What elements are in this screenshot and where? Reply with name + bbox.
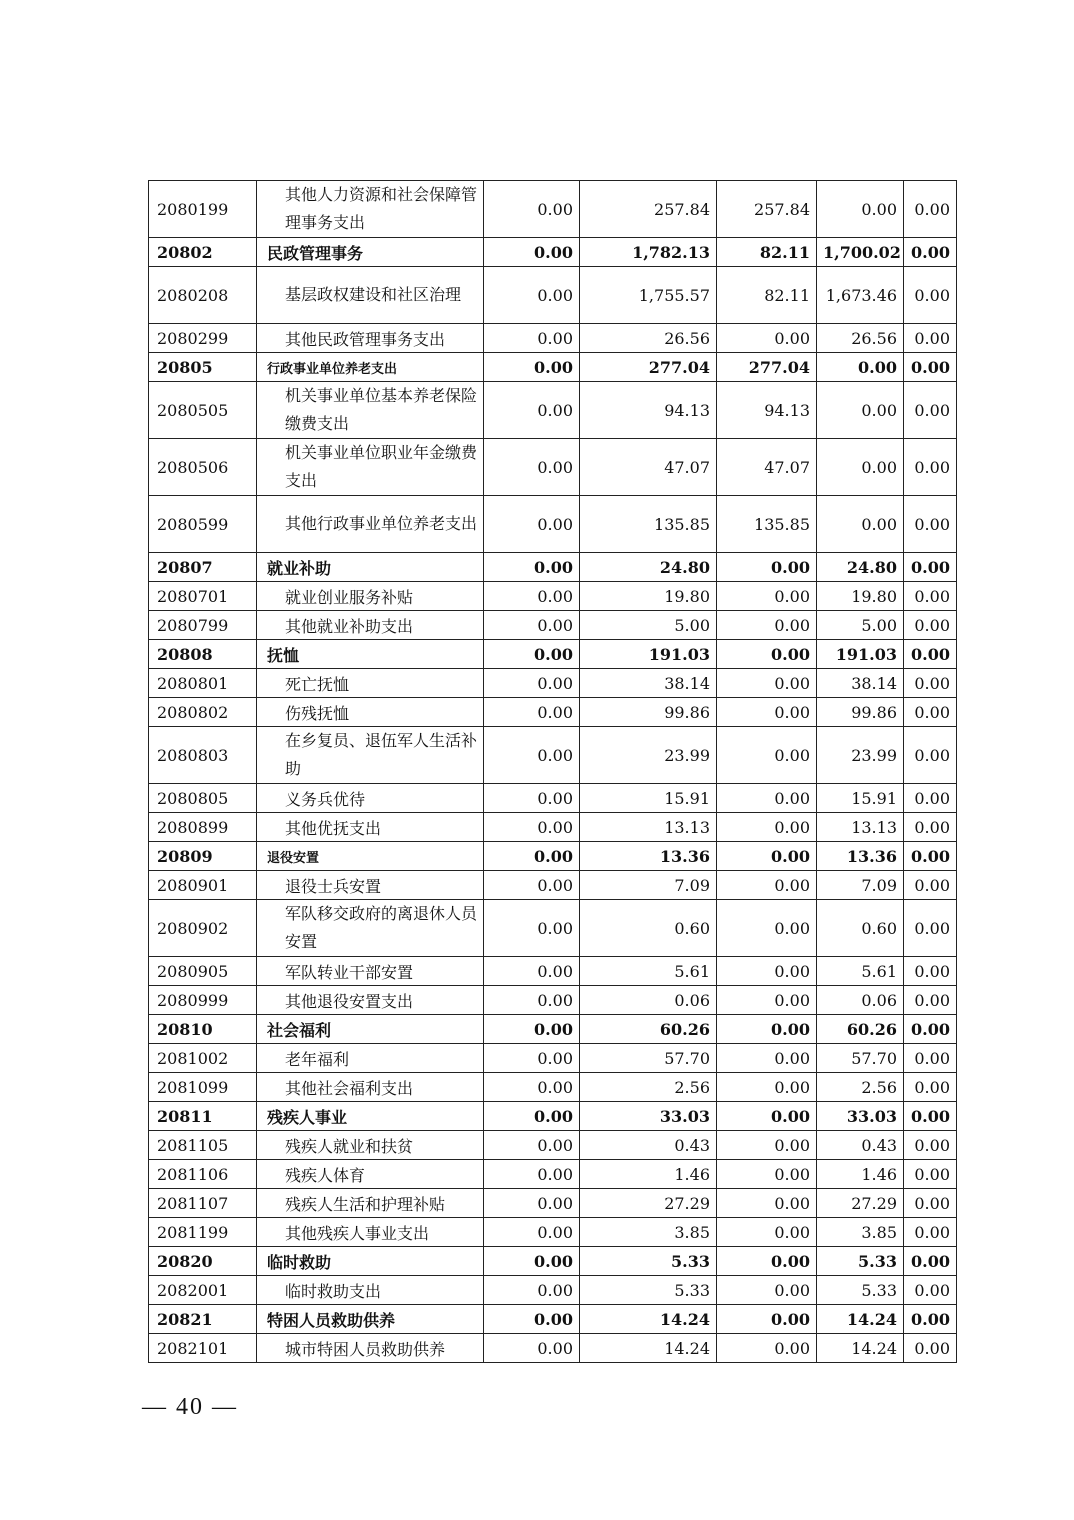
col4-value: 0.60 (817, 900, 904, 957)
row-code: 2080701 (149, 582, 257, 611)
col5-value: 0.00 (904, 496, 957, 553)
row-code: 2080801 (149, 669, 257, 698)
col4-value: 5.61 (817, 957, 904, 986)
col1-value: 0.00 (484, 640, 580, 669)
col2-value: 94.13 (580, 382, 717, 439)
row-code: 2080299 (149, 324, 257, 353)
col5-value: 0.00 (904, 353, 957, 382)
row-code: 20807 (149, 553, 257, 582)
col4-value: 5.33 (817, 1247, 904, 1276)
table-row (149, 727, 957, 784)
row-name: 社会福利 (257, 1015, 484, 1044)
col4-value: 24.80 (817, 553, 904, 582)
col4-value: 2.56 (817, 1073, 904, 1102)
row-code: 20805 (149, 353, 257, 382)
col5-value: 0.00 (904, 1276, 957, 1305)
col1-value: 0.00 (484, 611, 580, 640)
table-row (149, 324, 957, 353)
col3-value: 0.00 (717, 842, 817, 871)
row-name: 残疾人体育 (257, 1160, 484, 1189)
col1-value: 0.00 (484, 957, 580, 986)
col2-value: 33.03 (580, 1102, 717, 1131)
col3-value: 0.00 (717, 553, 817, 582)
col4-value: 23.99 (817, 727, 904, 784)
col2-value: 57.70 (580, 1044, 717, 1073)
col1-value: 0.00 (484, 1218, 580, 1247)
col3-value: 0.00 (717, 957, 817, 986)
table-row (149, 1131, 957, 1160)
col5-value: 0.00 (904, 727, 957, 784)
col2-value: 5.33 (580, 1247, 717, 1276)
table-row (149, 698, 957, 727)
col5-value: 0.00 (904, 1334, 957, 1363)
col5-value: 0.00 (904, 1015, 957, 1044)
col2-value: 26.56 (580, 324, 717, 353)
col3-value: 0.00 (717, 1131, 817, 1160)
col5-value: 0.00 (904, 382, 957, 439)
table-row (149, 986, 957, 1015)
col3-value: 0.00 (717, 611, 817, 640)
col5-value: 0.00 (904, 1305, 957, 1334)
col5-value: 0.00 (904, 553, 957, 582)
col1-value: 0.00 (484, 382, 580, 439)
table-row (149, 267, 957, 324)
col2-value: 7.09 (580, 871, 717, 900)
row-code: 2081002 (149, 1044, 257, 1073)
col4-value: 26.56 (817, 324, 904, 353)
col2-value: 257.84 (580, 181, 717, 238)
budget-table (148, 180, 957, 1363)
col2-value: 13.13 (580, 813, 717, 842)
row-name: 义务兵优待 (257, 784, 484, 813)
col3-value: 0.00 (717, 871, 817, 900)
col5-value: 0.00 (904, 611, 957, 640)
col4-value: 13.13 (817, 813, 904, 842)
col5-value: 0.00 (904, 1218, 957, 1247)
row-code: 2080799 (149, 611, 257, 640)
col1-value: 0.00 (484, 1102, 580, 1131)
col2-value: 1.46 (580, 1160, 717, 1189)
row-name: 临时救助支出 (257, 1276, 484, 1305)
table-row (149, 957, 957, 986)
col1-value: 0.00 (484, 784, 580, 813)
col2-value: 5.00 (580, 611, 717, 640)
col4-value: 0.00 (817, 353, 904, 382)
col5-value: 0.00 (904, 842, 957, 871)
col1-value: 0.00 (484, 353, 580, 382)
row-code: 2080999 (149, 986, 257, 1015)
col2-value: 99.86 (580, 698, 717, 727)
row-name: 老年福利 (257, 1044, 484, 1073)
col3-value: 0.00 (717, 784, 817, 813)
col3-value: 0.00 (717, 640, 817, 669)
row-name: 伤残抚恤 (257, 698, 484, 727)
col1-value: 0.00 (484, 900, 580, 957)
col1-value: 0.00 (484, 698, 580, 727)
col5-value: 0.00 (904, 1102, 957, 1131)
col4-value: 0.00 (817, 496, 904, 553)
col2-value: 15.91 (580, 784, 717, 813)
table-row (149, 871, 957, 900)
row-code: 2081106 (149, 1160, 257, 1189)
row-name: 残疾人生活和护理补贴 (257, 1189, 484, 1218)
col1-value: 0.00 (484, 1305, 580, 1334)
col1-value: 0.00 (484, 582, 580, 611)
col1-value: 0.00 (484, 871, 580, 900)
col1-value: 0.00 (484, 813, 580, 842)
col4-value: 14.24 (817, 1334, 904, 1363)
col5-value: 0.00 (904, 957, 957, 986)
row-code: 2080902 (149, 900, 257, 957)
col3-value: 0.00 (717, 324, 817, 353)
col1-value: 0.00 (484, 439, 580, 496)
row-name: 其他社会福利支出 (257, 1073, 484, 1102)
col4-value: 27.29 (817, 1189, 904, 1218)
row-name: 就业创业服务补贴 (257, 582, 484, 611)
row-code: 2080506 (149, 439, 257, 496)
col1-value: 0.00 (484, 842, 580, 871)
col3-value: 82.11 (717, 267, 817, 324)
table-row (149, 669, 957, 698)
row-code: 2080899 (149, 813, 257, 842)
col3-value: 0.00 (717, 1247, 817, 1276)
col3-value: 0.00 (717, 727, 817, 784)
col5-value: 0.00 (904, 1160, 957, 1189)
col4-value: 15.91 (817, 784, 904, 813)
row-name: 残疾人事业 (257, 1102, 484, 1131)
table-row (149, 582, 957, 611)
col1-value: 0.00 (484, 181, 580, 238)
category-row (149, 640, 957, 669)
col5-value: 0.00 (904, 1247, 957, 1276)
col3-value: 0.00 (717, 1276, 817, 1305)
row-code: 20802 (149, 238, 257, 267)
table-row (149, 496, 957, 553)
row-code: 2080905 (149, 957, 257, 986)
row-code: 2080208 (149, 267, 257, 324)
col3-value: 0.00 (717, 698, 817, 727)
col3-value: 0.00 (717, 813, 817, 842)
row-name: 机关事业单位基本养老保险缴费支出 (257, 382, 484, 439)
col5-value: 0.00 (904, 267, 957, 324)
col2-value: 23.99 (580, 727, 717, 784)
col1-value: 0.00 (484, 986, 580, 1015)
col5-value: 0.00 (904, 871, 957, 900)
row-name: 临时救助 (257, 1247, 484, 1276)
row-name: 残疾人就业和扶贫 (257, 1131, 484, 1160)
row-code: 2081107 (149, 1189, 257, 1218)
col3-value: 0.00 (717, 1218, 817, 1247)
col1-value: 0.00 (484, 1015, 580, 1044)
col3-value: 47.07 (717, 439, 817, 496)
col5-value: 0.00 (904, 1131, 957, 1160)
col2-value: 19.80 (580, 582, 717, 611)
col5-value: 0.00 (904, 1073, 957, 1102)
col5-value: 0.00 (904, 986, 957, 1015)
row-code: 20808 (149, 640, 257, 669)
col1-value: 0.00 (484, 496, 580, 553)
col3-value: 0.00 (717, 1015, 817, 1044)
row-code: 2080199 (149, 181, 257, 238)
row-name: 机关事业单位职业年金缴费支出 (257, 439, 484, 496)
table-row (149, 439, 957, 496)
row-code: 2080599 (149, 496, 257, 553)
category-row (149, 353, 957, 382)
col4-value: 13.36 (817, 842, 904, 871)
category-row (149, 238, 957, 267)
row-code: 2081199 (149, 1218, 257, 1247)
col1-value: 0.00 (484, 553, 580, 582)
col5-value: 0.00 (904, 324, 957, 353)
category-row (149, 553, 957, 582)
col5-value: 0.00 (904, 640, 957, 669)
col2-value: 3.85 (580, 1218, 717, 1247)
col3-value: 0.00 (717, 1189, 817, 1218)
col2-value: 47.07 (580, 439, 717, 496)
col5-value: 0.00 (904, 1189, 957, 1218)
col4-value: 19.80 (817, 582, 904, 611)
col3-value: 0.00 (717, 669, 817, 698)
col1-value: 0.00 (484, 669, 580, 698)
col4-value: 14.24 (817, 1305, 904, 1334)
col3-value: 82.11 (717, 238, 817, 267)
table-row (149, 611, 957, 640)
col2-value: 1,782.13 (580, 238, 717, 267)
col2-value: 60.26 (580, 1015, 717, 1044)
col3-value: 0.00 (717, 1102, 817, 1131)
row-name: 其他优抚支出 (257, 813, 484, 842)
table-row (149, 1218, 957, 1247)
row-name: 就业补助 (257, 553, 484, 582)
col3-value: 0.00 (717, 1305, 817, 1334)
row-name: 其他民政管理事务支出 (257, 324, 484, 353)
col4-value: 7.09 (817, 871, 904, 900)
col5-value: 0.00 (904, 784, 957, 813)
row-code: 20810 (149, 1015, 257, 1044)
col1-value: 0.00 (484, 1276, 580, 1305)
col4-value: 191.03 (817, 640, 904, 669)
row-name: 基层政权建设和社区治理 (257, 267, 484, 324)
col4-value: 3.85 (817, 1218, 904, 1247)
row-code: 2080802 (149, 698, 257, 727)
category-row (149, 842, 957, 871)
table-row (149, 900, 957, 957)
col3-value: 0.00 (717, 1334, 817, 1363)
row-code: 2081105 (149, 1131, 257, 1160)
col3-value: 0.00 (717, 582, 817, 611)
col5-value: 0.00 (904, 439, 957, 496)
col2-value: 13.36 (580, 842, 717, 871)
row-code: 20811 (149, 1102, 257, 1131)
col1-value: 0.00 (484, 1334, 580, 1363)
col2-value: 27.29 (580, 1189, 717, 1218)
col5-value: 0.00 (904, 1044, 957, 1073)
col1-value: 0.00 (484, 1044, 580, 1073)
table-row (149, 813, 957, 842)
row-code: 2082101 (149, 1334, 257, 1363)
category-row (149, 1305, 957, 1334)
row-name: 其他就业补助支出 (257, 611, 484, 640)
col1-value: 0.00 (484, 1131, 580, 1160)
col3-value: 0.00 (717, 900, 817, 957)
col3-value: 135.85 (717, 496, 817, 553)
col4-value: 5.00 (817, 611, 904, 640)
row-name: 特困人员救助供养 (257, 1305, 484, 1334)
col2-value: 0.06 (580, 986, 717, 1015)
col2-value: 5.33 (580, 1276, 717, 1305)
row-name: 军队转业干部安置 (257, 957, 484, 986)
col2-value: 0.60 (580, 900, 717, 957)
col5-value: 0.00 (904, 813, 957, 842)
col1-value: 0.00 (484, 727, 580, 784)
col1-value: 0.00 (484, 1073, 580, 1102)
col4-value: 99.86 (817, 698, 904, 727)
col4-value: 57.70 (817, 1044, 904, 1073)
col3-value: 257.84 (717, 181, 817, 238)
col2-value: 135.85 (580, 496, 717, 553)
col4-value: 60.26 (817, 1015, 904, 1044)
row-name: 退役士兵安置 (257, 871, 484, 900)
col4-value: 0.00 (817, 181, 904, 238)
row-name: 军队移交政府的离退休人员安置 (257, 900, 484, 957)
col5-value: 0.00 (904, 698, 957, 727)
table-row (149, 1334, 957, 1363)
table-row (149, 1276, 957, 1305)
col3-value: 0.00 (717, 1044, 817, 1073)
page-number: — 40 — (142, 1394, 238, 1420)
col4-value: 38.14 (817, 669, 904, 698)
col5-value: 0.00 (904, 669, 957, 698)
row-name: 其他退役安置支出 (257, 986, 484, 1015)
col1-value: 0.00 (484, 1247, 580, 1276)
col1-value: 0.00 (484, 324, 580, 353)
col2-value: 191.03 (580, 640, 717, 669)
col2-value: 1,755.57 (580, 267, 717, 324)
row-code: 20821 (149, 1305, 257, 1334)
row-code: 2080505 (149, 382, 257, 439)
col3-value: 277.04 (717, 353, 817, 382)
category-row (149, 1102, 957, 1131)
table-row (149, 181, 957, 238)
col4-value: 0.43 (817, 1131, 904, 1160)
col2-value: 0.43 (580, 1131, 717, 1160)
col1-value: 0.00 (484, 238, 580, 267)
row-name: 在乡复员、退伍军人生活补助 (257, 727, 484, 784)
row-code: 20809 (149, 842, 257, 871)
col3-value: 0.00 (717, 986, 817, 1015)
row-code: 2082001 (149, 1276, 257, 1305)
table-row (149, 1044, 957, 1073)
row-name: 其他行政事业单位养老支出 (257, 496, 484, 553)
table-row (149, 1160, 957, 1189)
col4-value: 1,700.02 (817, 238, 904, 267)
table-row (149, 784, 957, 813)
row-code: 2080901 (149, 871, 257, 900)
row-code: 2080805 (149, 784, 257, 813)
col4-value: 0.00 (817, 382, 904, 439)
row-name: 退役安置 (257, 842, 484, 871)
col4-value: 1.46 (817, 1160, 904, 1189)
row-name: 城市特困人员救助供养 (257, 1334, 484, 1363)
row-name: 民政管理事务 (257, 238, 484, 267)
row-code: 2080803 (149, 727, 257, 784)
row-name: 其他人力资源和社会保障管理事务支出 (257, 181, 484, 238)
col5-value: 0.00 (904, 181, 957, 238)
row-code: 20820 (149, 1247, 257, 1276)
col2-value: 14.24 (580, 1305, 717, 1334)
table-row (149, 382, 957, 439)
row-name: 行政事业单位养老支出 (257, 353, 484, 382)
col2-value: 2.56 (580, 1073, 717, 1102)
col4-value: 1,673.46 (817, 267, 904, 324)
row-name: 抚恤 (257, 640, 484, 669)
table-row (149, 1073, 957, 1102)
col4-value: 5.33 (817, 1276, 904, 1305)
row-name: 死亡抚恤 (257, 669, 484, 698)
col5-value: 0.00 (904, 582, 957, 611)
col3-value: 0.00 (717, 1073, 817, 1102)
col3-value: 94.13 (717, 382, 817, 439)
category-row (149, 1015, 957, 1044)
col4-value: 33.03 (817, 1102, 904, 1131)
col1-value: 0.00 (484, 1160, 580, 1189)
col2-value: 5.61 (580, 957, 717, 986)
col1-value: 0.00 (484, 267, 580, 324)
col2-value: 277.04 (580, 353, 717, 382)
col5-value: 0.00 (904, 900, 957, 957)
row-code: 2081099 (149, 1073, 257, 1102)
table-row (149, 1189, 957, 1218)
col4-value: 0.06 (817, 986, 904, 1015)
col3-value: 0.00 (717, 1160, 817, 1189)
row-name: 其他残疾人事业支出 (257, 1218, 484, 1247)
col2-value: 38.14 (580, 669, 717, 698)
col4-value: 0.00 (817, 439, 904, 496)
category-row (149, 1247, 957, 1276)
col2-value: 14.24 (580, 1334, 717, 1363)
col5-value: 0.00 (904, 238, 957, 267)
col1-value: 0.00 (484, 1189, 580, 1218)
col2-value: 24.80 (580, 553, 717, 582)
